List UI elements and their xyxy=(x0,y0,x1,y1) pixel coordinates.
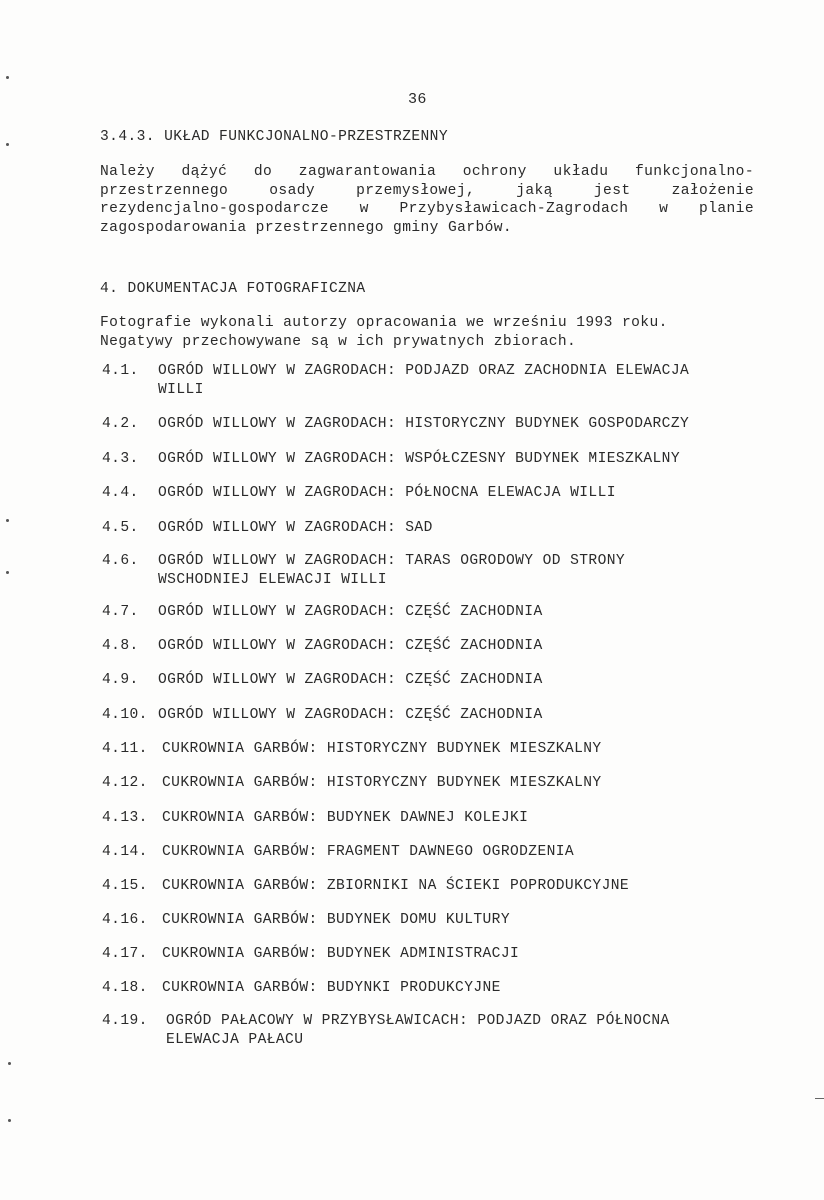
margin-dot xyxy=(6,143,9,146)
item-caption: CUKROWNIA GARBÓW: BUDYNEK DOMU KULTURY xyxy=(162,912,510,928)
page-number: 36 xyxy=(408,91,427,108)
item-caption: CUKROWNIA GARBÓW: BUDYNEK ADMINISTRACJI xyxy=(162,946,520,962)
item-number: 4.16. xyxy=(102,912,148,928)
item-caption: OGRÓD WILLOWY W ZAGRODACH: HISTORYCZNY BUDYNEK GOSPODARCZY xyxy=(158,416,690,432)
item-number: 4.14. xyxy=(102,844,148,860)
margin-dot xyxy=(8,1119,11,1122)
section-4-paragraph xyxy=(100,314,754,351)
item-caption: CUKROWNIA GARBÓW: BUDYNEK DAWNEJ KOLEJKI xyxy=(162,810,529,826)
item-number: 4.8. xyxy=(102,638,139,654)
item-caption: OGRÓD WILLOWY W ZAGRODACH: PÓŁNOCNA ELEWACJA WILLI xyxy=(158,485,616,501)
item-caption: OGRÓD WILLOWY W ZAGRODACH: CZĘŚĆ ZACHODNIA xyxy=(158,604,543,620)
section-heading-3-4-3: 3.4.3. UKŁAD FUNKCJONALNO-PRZESTRZENNY xyxy=(100,129,448,145)
item-caption: OGRÓD WILLOWY W ZAGRODACH: SAD xyxy=(158,520,433,536)
section-3-4-3-paragraph xyxy=(100,163,754,237)
item-number: 4.19. xyxy=(102,1013,148,1029)
margin-dot xyxy=(8,1062,11,1065)
item-number: 4.17. xyxy=(102,946,148,962)
item-number: 4.1. xyxy=(102,363,139,379)
item-number: 4.4. xyxy=(102,485,139,501)
item-number: 4.18. xyxy=(102,980,148,996)
item-caption: OGRÓD WILLOWY W ZAGRODACH: PODJAZD ORAZ ZACHODNIA ELEWACJA WILLI xyxy=(158,363,690,398)
item-caption: OGRÓD WILLOWY W ZAGRODACH: CZĘŚĆ ZACHODNIA xyxy=(158,707,543,723)
paragraph-line: rezydencjalno-gospodarcze w Przybysławicach-Zagrodach w planie xyxy=(100,201,754,217)
item-number: 4.6. xyxy=(102,553,139,569)
item-caption: OGRÓD WILLOWY W ZAGRODACH: WSPÓŁCZESNY BUDYNEK MIESZKALNY xyxy=(158,451,680,467)
item-caption: CUKROWNIA GARBÓW: HISTORYCZNY BUDYNEK MIESZKALNY xyxy=(162,741,602,757)
item-caption: OGRÓD WILLOWY W ZAGRODACH: TARAS OGRODOWY OD STRONY WSCHODNIEJ ELEWACJI WILLI xyxy=(158,553,626,588)
item-caption: CUKROWNIA GARBÓW: FRAGMENT DAWNEGO OGRODZENIA xyxy=(162,844,575,860)
item-caption: OGRÓD WILLOWY W ZAGRODACH: CZĘŚĆ ZACHODNIA xyxy=(158,638,543,654)
item-caption: CUKROWNIA GARBÓW: HISTORYCZNY BUDYNEK MIESZKALNY xyxy=(162,775,602,791)
paragraph-line: przestrzennego osady przemysłowej, jaką jest założenie xyxy=(100,182,754,199)
margin-dot xyxy=(6,76,9,79)
item-number: 4.3. xyxy=(102,451,139,467)
paragraph-line: zagospodarowania przestrzennego gminy Garbów. xyxy=(100,219,513,236)
item-caption: OGRÓD WILLOWY W ZAGRODACH: CZĘŚĆ ZACHODNIA xyxy=(158,672,543,688)
item-number: 4.10. xyxy=(102,707,148,723)
item-number: 4.9. xyxy=(102,672,139,688)
paragraph-line: Należy dążyć do zagwarantowania ochrony układu funkcjonalno- xyxy=(100,164,754,180)
item-number: 4.15. xyxy=(102,878,148,894)
paragraph-line: Fotografie wykonali autorzy opracowania we wrześniu 1993 roku. xyxy=(100,315,668,331)
margin-dot xyxy=(6,571,9,574)
item-caption: OGRÓD PAŁACOWY W PRZYBYSŁAWICACH: PODJAZD ORAZ PÓŁNOCNA ELEWACJA PAŁACU xyxy=(166,1013,670,1048)
item-number: 4.7. xyxy=(102,604,139,620)
paragraph-line: Negatywy przechowywane są w ich prywatnych zbiorach. xyxy=(100,333,577,350)
item-number: 4.13. xyxy=(102,810,148,826)
section-heading-4: 4. DOKUMENTACJA FOTOGRAFICZNA xyxy=(100,281,366,297)
item-caption: CUKROWNIA GARBÓW: BUDYNKI PRODUKCYJNE xyxy=(162,980,501,996)
item-number: 4.5. xyxy=(102,520,139,536)
item-caption: CUKROWNIA GARBÓW: ZBIORNIKI NA ŚCIEKI POPRODUKCYJNE xyxy=(162,878,630,894)
item-number: 4.12. xyxy=(102,775,148,791)
item-number: 4.2. xyxy=(102,416,139,432)
margin-dot xyxy=(6,519,9,522)
item-number: 4.11. xyxy=(102,741,148,757)
edge-mark xyxy=(815,1098,824,1099)
